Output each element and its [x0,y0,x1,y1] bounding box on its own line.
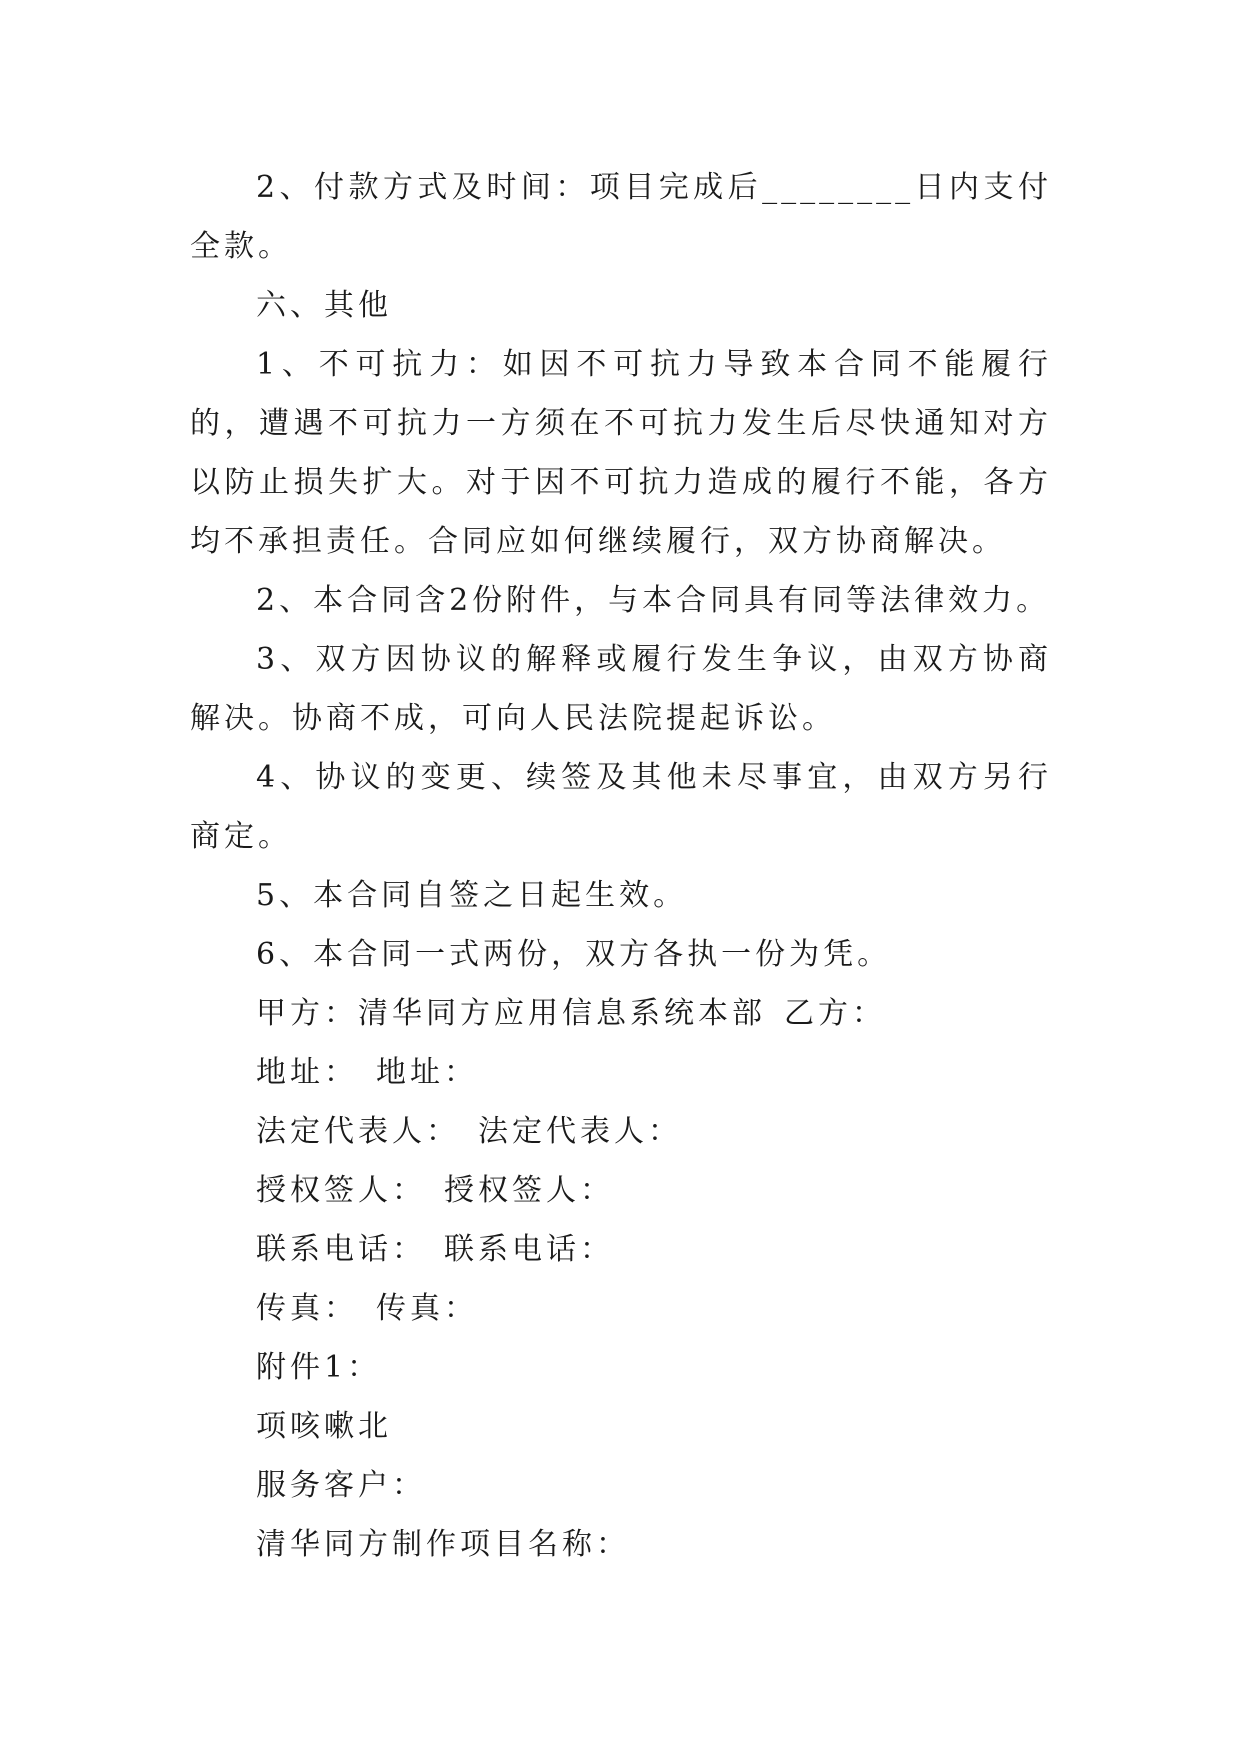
legal-rep-a-label: 法定代表人： [256,1114,460,1149]
signature-legal-rep-row [190,1102,1052,1161]
attachment-line: 项咳嗽北 [256,1409,392,1444]
signature-address-row [190,1043,1052,1102]
clause-copies: 6、本合同一式两份，双方各执一份为凭。 [256,937,892,972]
phone-b-label: 联系电话： [444,1232,614,1267]
address-a-label: 地址： [256,1055,358,1090]
legal-rep-b-label: 法定代表人： [478,1114,682,1149]
attachment-title: 附件1： [256,1350,382,1385]
authorized-signer-a-label: 授权签人： [256,1173,426,1208]
clause-disputes: 3、双方因协议的解释或履行发生争议，由双方协商解决。协商不成，可向人民法院提起诉讼。 [190,642,1052,736]
clause-amendments: 4、协议的变更、续签及其他未尽事宜，由双方另行商定。 [190,760,1052,854]
address-b-label: 地址： [376,1055,478,1090]
party-a-label: 甲方：清华同方应用信息系统本部 [256,996,766,1031]
party-b-label: 乙方： [784,996,886,1031]
section-six-heading: 六、其他 [256,288,392,323]
payment-clause: 2、付款方式及时间：项目完成后________日内支付全款。 [190,170,1052,264]
signature-fax-row [190,1279,1052,1338]
clause-force-majeure: 1、不可抗力：如因不可抗力导致本合同不能履行的，遭遇不可抗力一方须在不可抗力发生后尽快通知对方以防止损失扩大。对于因不可抗力造成的履行不能，各方均不承担责任。合同应如何继续履行，双方协商解决。 [190,347,1052,559]
phone-a-label: 联系电话： [256,1232,426,1267]
clause-effective-date: 5、本合同自签之日起生效。 [256,878,688,913]
attachment-project-name: 清华同方制作项目名称： [256,1527,630,1562]
fax-a-label: 传真： [256,1291,358,1326]
signature-authorized-signer-row [190,1161,1052,1220]
fax-b-label: 传真： [376,1291,478,1326]
clause-attachments: 2、本合同含2份附件，与本合同具有同等法律效力。 [256,583,1051,618]
document-body [190,158,1052,1574]
signature-parties-row [190,984,1052,1043]
signature-phone-row [190,1220,1052,1279]
attachment-service-customer: 服务客户： [256,1468,426,1503]
authorized-signer-b-label: 授权签人： [444,1173,614,1208]
